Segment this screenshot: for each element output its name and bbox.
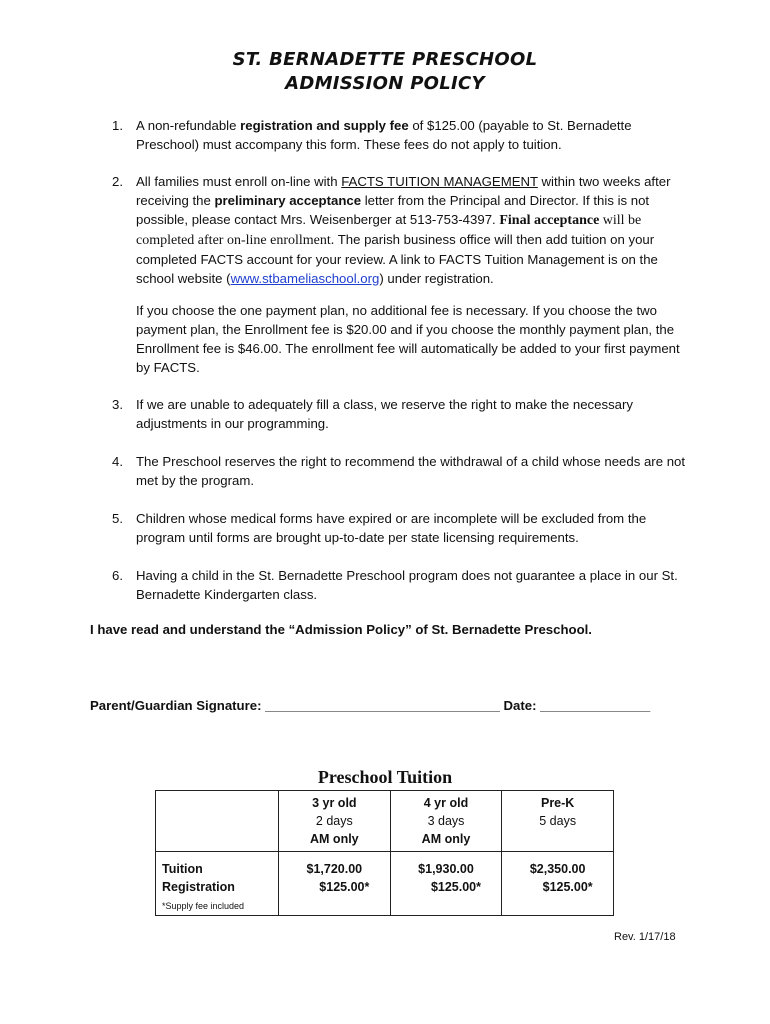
document-title: ST. BERNADETTE PRESCHOOL [232,49,538,70]
item-text: of $125.00 (payable to St. Bernadette Preschool) must accompany this form. These fees do not apply to tuition. [136,118,632,152]
item-text: Having a child in the St. Bernadette Preschool program does not guarantee a place in our St. Bernadette Kindergarten class. [136,568,678,602]
registration-amount: $125.00* [430,880,482,894]
acknowledgement-statement: I have read and understand the “Admission Policy” of St. Bernadette Preschool. [90,622,592,637]
header-age: 4 yr old [423,796,469,810]
policy-item-1 [112,116,687,154]
item-text: A non-refundable [136,118,241,133]
row-labels-cell [156,852,279,916]
tuition-amount: $1,930.00 [418,862,474,876]
header-days: 5 days [539,814,577,828]
policy-item-5 [112,509,687,547]
policy-item-3 [112,395,687,433]
header-session: AM only [421,832,471,846]
item-number: 3. [112,397,123,412]
item-bold: preliminary acceptance [214,193,362,208]
item-text: The Preschool reserves the right to recommend the withdrawal of a child whose needs are not met by the program. [136,454,686,488]
column-header-prek [502,791,614,852]
item-bold: registration and supply fee [240,118,409,133]
signature-date-line[interactable]: Parent/Guardian Signature: ________________________________ Date: _______________ [90,698,651,713]
item-number: 1. [112,118,123,133]
document-subtitle: ADMISSION POLICY [285,73,485,94]
header-days: 2 days [315,814,353,828]
revision-date: Rev. 1/17/18 [614,931,676,943]
registration-amount: $125.00* [319,880,370,894]
tuition-table [155,790,614,916]
item-number: 5. [112,511,123,526]
header-session: AM only [310,832,359,846]
facts-underlined: FACTS TUITION MANAGEMENT [341,174,538,189]
row-label-tuition: Tuition [162,862,203,876]
payment-plan-paragraph: If you choose the one payment plan, no additional fee is necessary. If you choose the two payment plan, the Enrollment fee is $20.00 and if you choose the monthly payment plan, the Enrollment fee is $46.00. The enrollment fee will automatically be added to your first payment by FACTS. [136,303,680,375]
fees-cell-4yr [390,852,502,916]
item-number: 2. [112,174,123,189]
fees-cell-prek [502,852,614,916]
policy-item-2 [112,172,687,377]
header-age: Pre-K [540,796,575,810]
tuition-amount: $1,720.00 [306,862,363,876]
item-text: If we are unable to adequately fill a class, we reserve the right to make the necessary adjustments in our programming. [136,397,633,431]
supply-fee-note: *Supply fee included [162,901,245,911]
table-header-row [156,791,614,852]
item-bold-serif: Final acceptance [499,213,600,228]
item-serif: will be completed after on-line enrollment. [136,213,642,248]
tuition-table-title: Preschool Tuition [317,767,453,787]
item-text: All families must enroll on-line with [136,174,342,189]
header-age: 3 yr old [312,796,357,810]
policy-item-4 [112,452,687,490]
table-fees-row [156,852,614,916]
fees-cell-3yr [279,852,391,916]
row-label-registration: Registration [162,880,235,894]
school-website-link[interactable]: www.stbameliaschool.org [230,271,380,286]
tuition-amount: $2,350.00 [529,862,586,876]
registration-amount: $125.00* [542,880,593,894]
item-text: letter from the Principal and Director. If this is not possible, please contact Mrs. Weisenberger at 513-753-4397. [136,193,650,227]
item-number: 4. [112,454,123,469]
column-header-4yr [390,791,502,852]
item-text: The parish business office will then add tuition on your completed FACTS account for your review. A link to FACTS Tuition Management is on the school website ( [136,232,658,286]
item-text: ) under registration. [379,271,494,286]
policy-item-6 [112,566,687,604]
column-header-3yr [279,791,391,852]
table-corner-cell [156,791,279,852]
policy-list [112,116,687,604]
item-text: within two weeks after receiving the [136,174,671,208]
item-text: Children whose medical forms have expired or are incomplete will be excluded from the program until forms are brought up-to-date per state licensing requirements. [136,511,647,545]
header-days: 3 days [427,814,465,828]
item-number: 6. [112,568,123,583]
